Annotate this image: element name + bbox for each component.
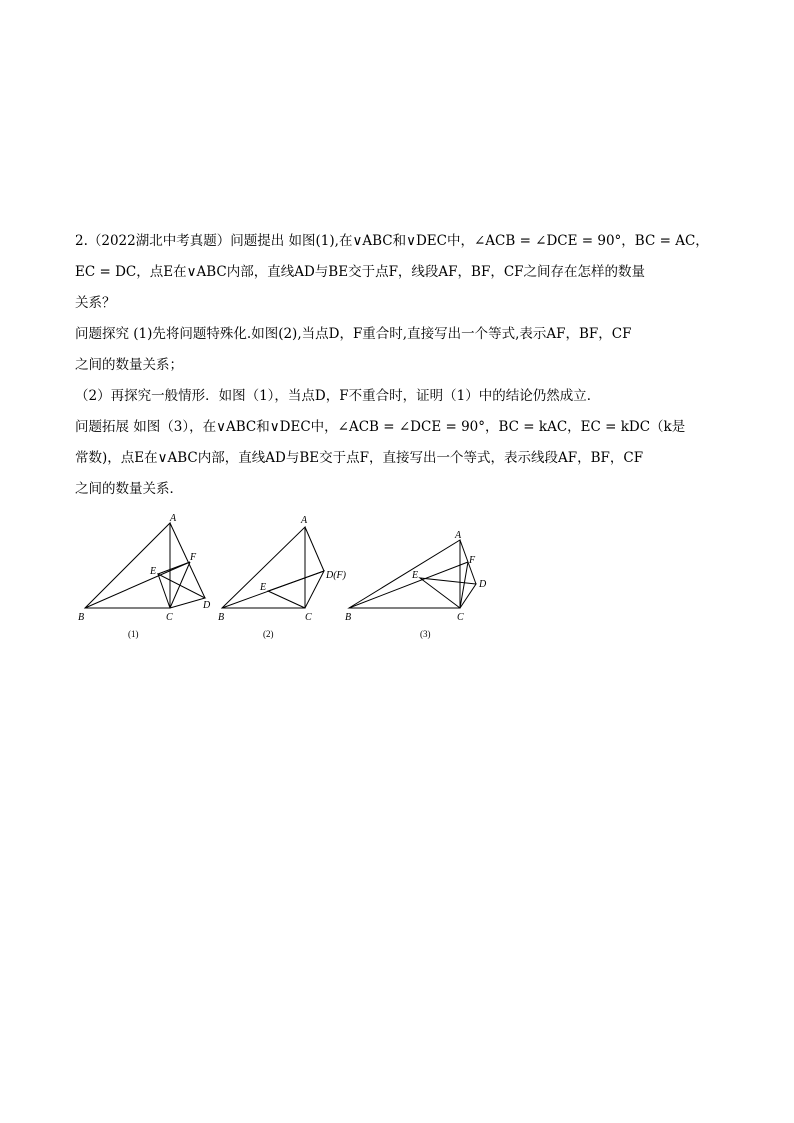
problem-line-9: 之间的数量关系． (75, 481, 183, 497)
fig2-label-b: B (218, 612, 225, 623)
fig3-caption: (3) (420, 629, 431, 639)
figure-2-lines (222, 527, 324, 608)
problem-line-5: 之间的数量关系； (75, 357, 183, 373)
fig3-label-d: D (479, 579, 487, 590)
fig2-label-df: D(F) (326, 570, 346, 581)
fig3-label-c: C (457, 612, 464, 623)
fig1-label-a: A (170, 513, 177, 524)
problem-line-8: 常数)，点E在∨ABC内部，直线AD与BE交于点F，直接写出一个等式，表示线段AF，BF，CF (75, 450, 644, 466)
figure-1-lines (85, 523, 205, 608)
fig1-label-f: F (190, 552, 197, 563)
problem-line-1: 2.（2022湖北中考真题）问题提出 如图(1),在∨ABC和∨DEC中，∠ACB = ∠DCE = 90°，BC = AC， (75, 233, 709, 249)
problem-line-4: 问题探究 (1)先将问题特殊化.如图(2),当点D，F重合时,直接写出一个等式,表示AF，BF，CF (75, 326, 632, 342)
fig1-label-b: B (78, 612, 85, 623)
fig2-caption: (2) (263, 629, 274, 639)
fig3-label-b: B (345, 612, 352, 623)
geometry-figures (70, 510, 510, 650)
fig3-label-f: F (469, 555, 476, 566)
fig1-label-d: D (203, 600, 211, 611)
problem-line-7: 问题拓展 如图（3），在∨ABC和∨DEC中，∠ACB = ∠DCE = 90°，BC = kAC，EC = kDC（k是 (75, 419, 686, 435)
fig3-label-e: E (412, 570, 419, 581)
fig1-label-c: C (166, 612, 173, 623)
problem-line-6: （2）再探究一般情形．如图（1），当点D，F不重合时，证明（1）中的结论仍然成立． (75, 388, 601, 404)
fig3-label-a: A (455, 530, 462, 541)
problem-line-2: EC = DC，点E在∨ABC内部，直线AD与BE交于点F，线段AF，BF，CF之间存在怎样的数量 (75, 264, 646, 280)
fig2-label-c: C (305, 612, 312, 623)
problem-line-3: 关系？ (75, 295, 116, 311)
fig2-label-e: E (260, 582, 267, 593)
fig1-caption: (1) (128, 629, 139, 639)
fig2-label-a: A (301, 515, 308, 526)
fig1-label-e: E (150, 566, 157, 577)
problem-text (75, 226, 735, 505)
